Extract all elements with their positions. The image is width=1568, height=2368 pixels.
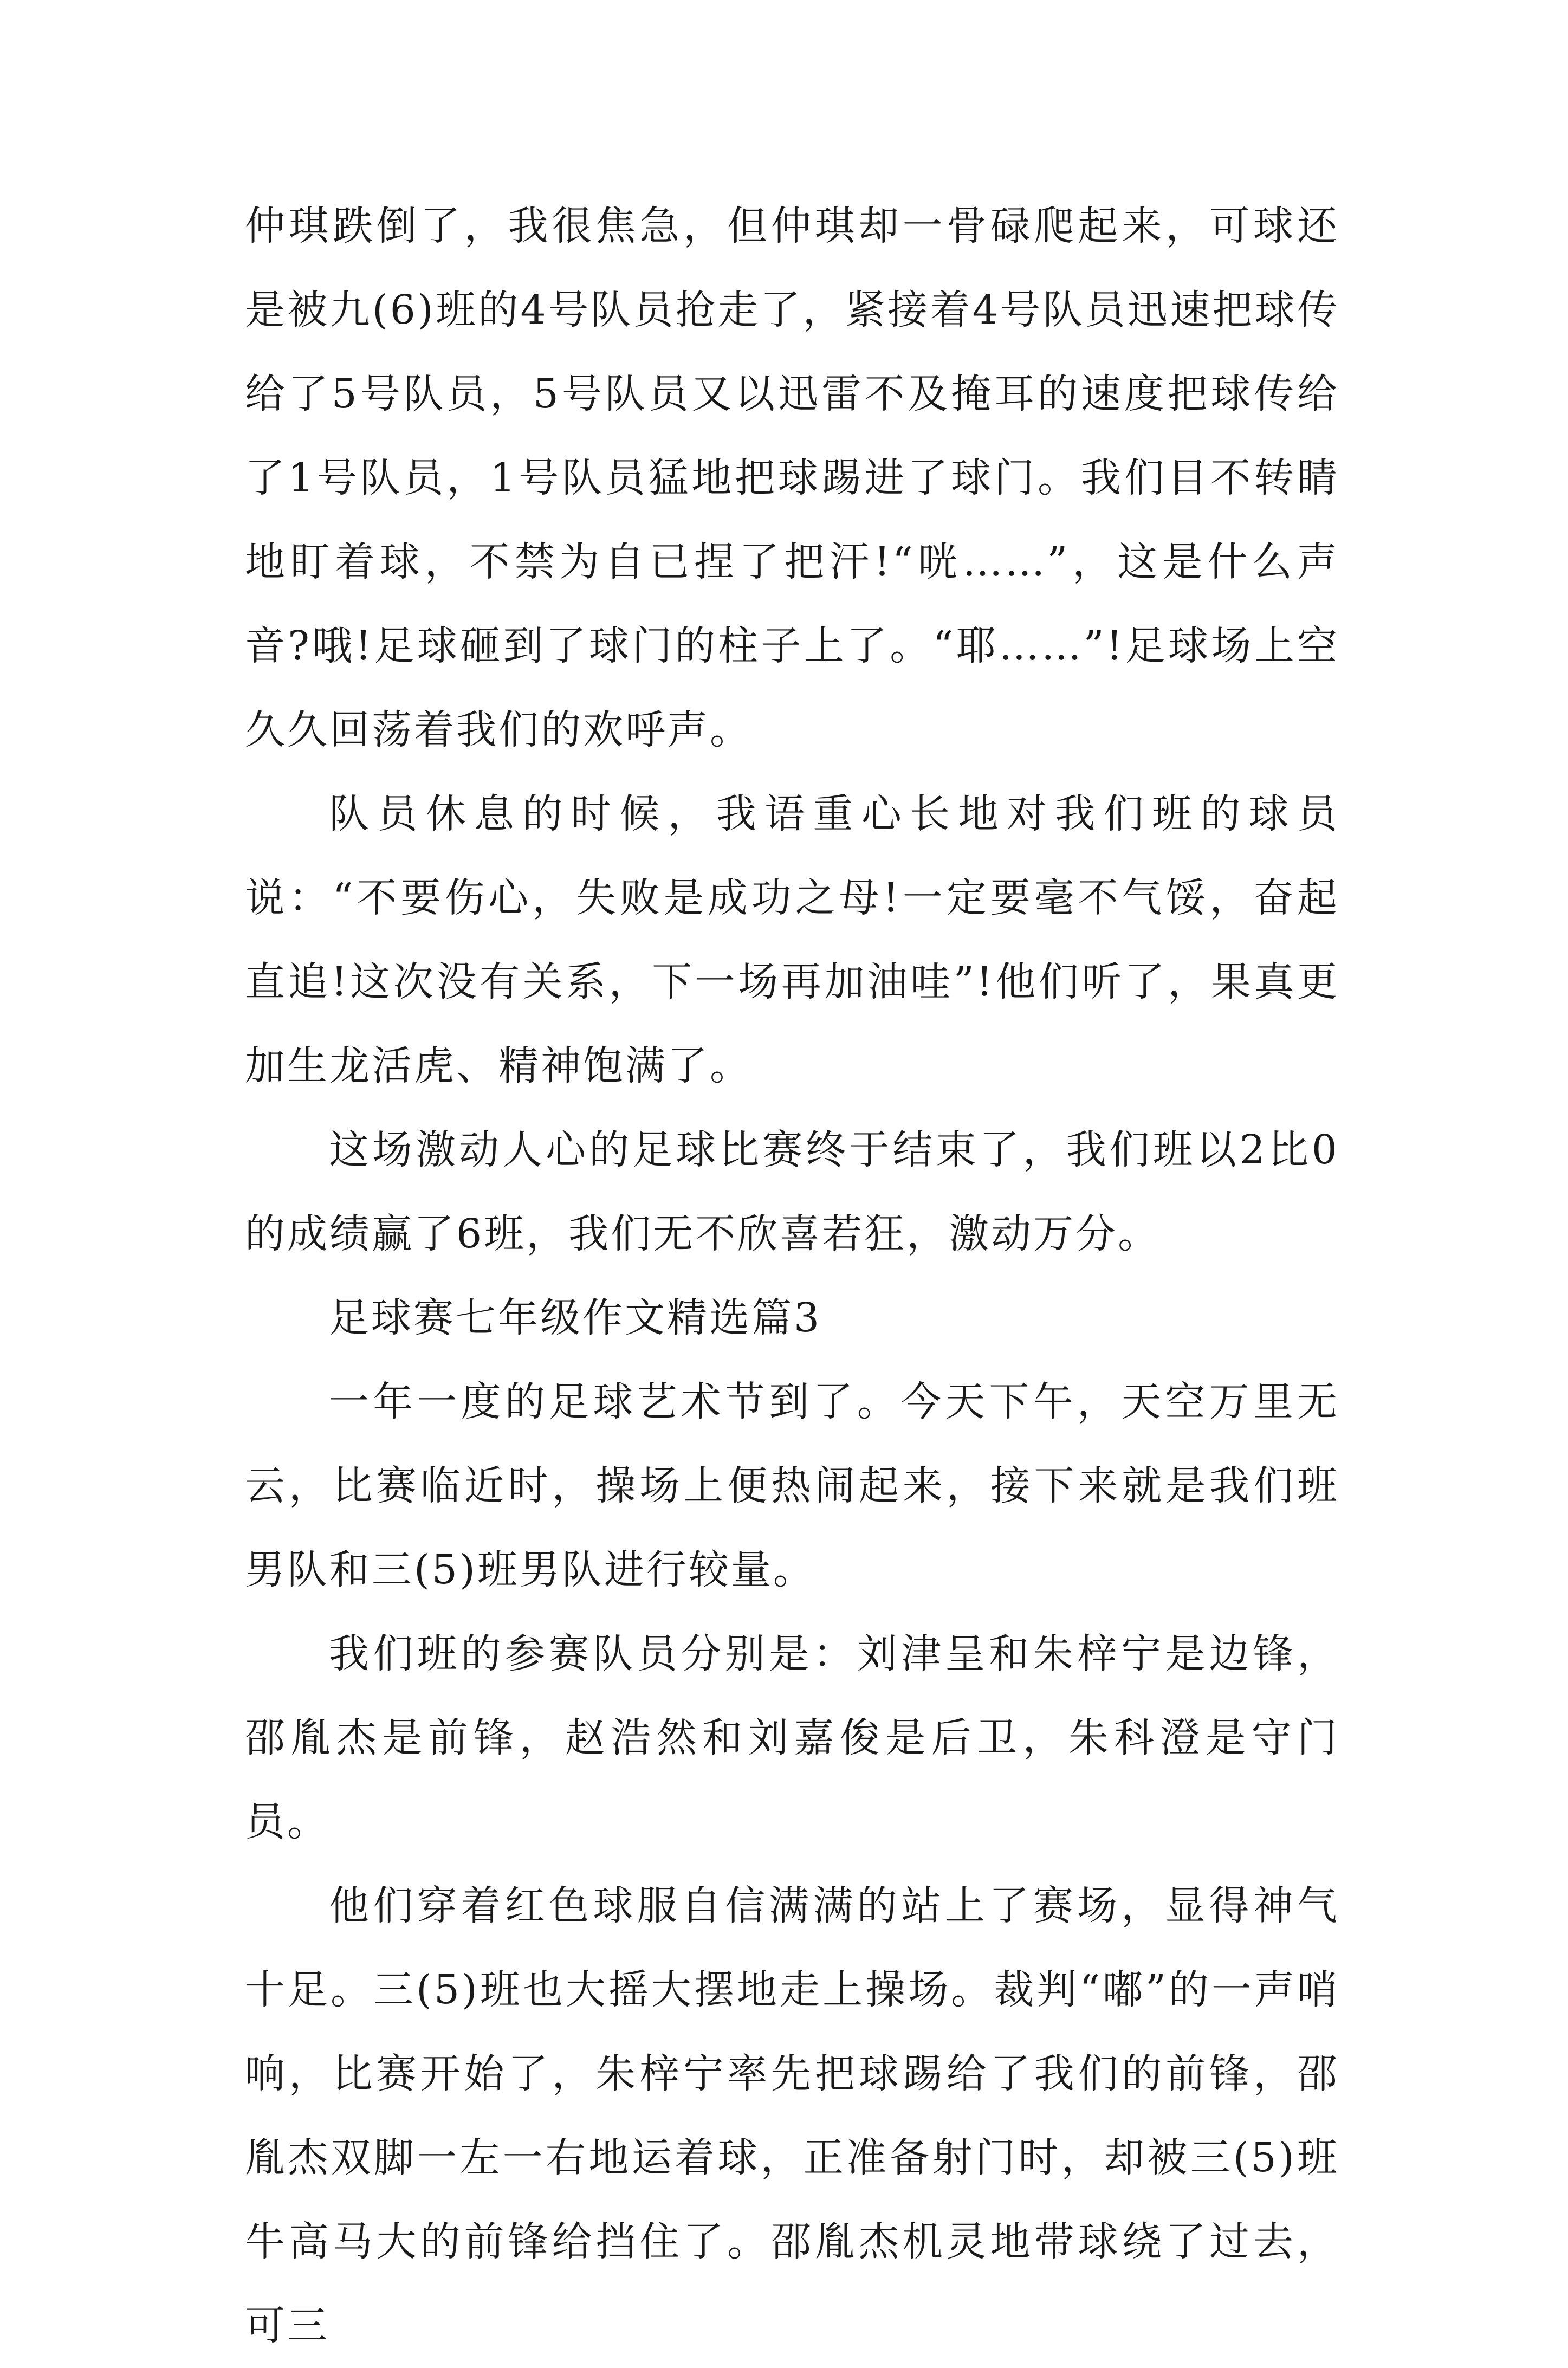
section-heading: 足球赛七年级作文精选篇3 bbox=[329, 1295, 822, 1341]
paragraph-5: 我们班的参赛队员分别是：刘津呈和朱梓宁是边锋，邵胤杰是前锋，赵浩然和刘嘉俊是后卫，朱科澄是守门员。 bbox=[245, 1631, 1339, 1845]
paragraph-3: 这场激动人心的足球比赛终于结束了，我们班以2比0的成绩赢了6班，我们无不欣喜若狂，激动万分。 bbox=[245, 1127, 1339, 1257]
paragraph-2: 队员休息的时候，我语重心长地对我们班的球员说：“不要伤心，失败是成功之母!一定要毫不气馁，奋起直追!这次没有关系，下一场再加油哇”!他们听了，果真更加生龙活虎、精神饱满了。 bbox=[245, 791, 1339, 1089]
paragraph-4: 一年一度的足球艺术节到了。今天下午，天空万里无云，比赛临近时，操场上便热闹起来，接下来就是我们班男队和三(5)班男队进行较量。 bbox=[245, 1379, 1339, 1593]
paragraph-1: 仲琪跌倒了，我很焦急，但仲琪却一骨碌爬起来，可球还是被九(6)班的4号队员抢走了，紧接着4号队员迅速把球传给了5号队员，5号队员又以迅雷不及掩耳的速度把球传给了1号队员，1号队员猛地把球踢进了球门。我们目不转睛地盯着球，不禁为自已捏了把汗!“咣……”，这是什么声音?哦!足球砸到了球门的柱子上了。“耶……”!足球场上空久久回荡着我们的欢呼声。 bbox=[245, 203, 1339, 753]
document-body bbox=[245, 184, 1339, 2368]
paragraph-6: 他们穿着红色球服自信满满的站上了赛场，显得神气十足。三(5)班也大摇大摆地走上操场。裁判“嘟”的一声哨响，比赛开始了，朱梓宁率先把球踢给了我们的前锋，邵胤杰双脚一左一右地运着球，正准备射门时，却被三(5)班牛高马大的前锋给挡住了。邵胤杰机灵地带球绕了过去，可三 bbox=[245, 1882, 1339, 2349]
